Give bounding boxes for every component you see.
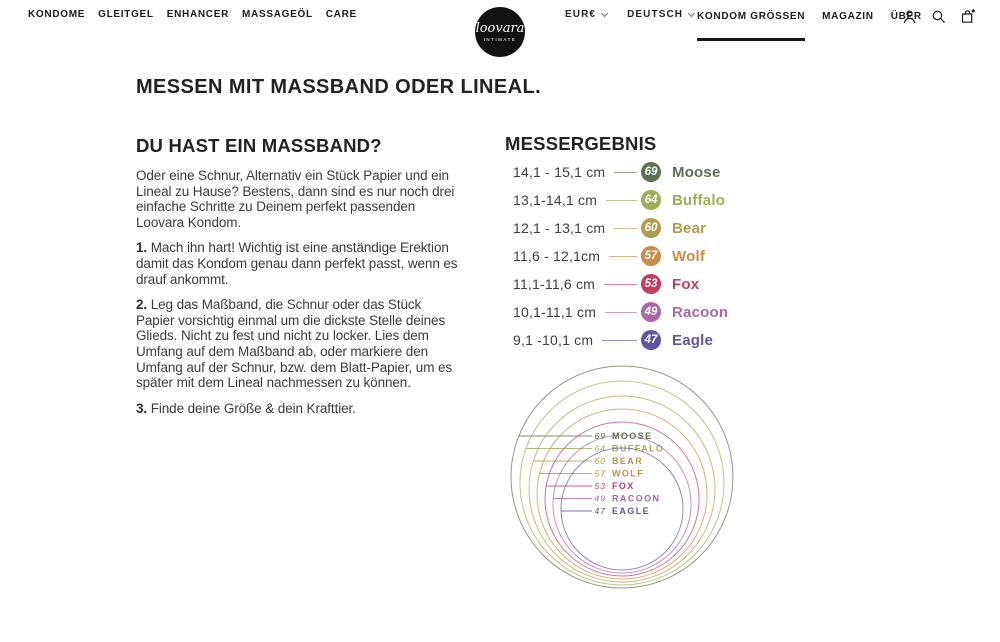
ring-label-animal: MOOSE: [612, 431, 653, 441]
size-range: 14,1 - 15,1 cm: [513, 164, 606, 180]
size-badge: 53: [641, 274, 661, 294]
size-row-bear: [513, 214, 815, 242]
range-box: [513, 304, 641, 320]
leader-line: [605, 312, 637, 313]
ring-label-size: 47: [594, 506, 606, 516]
size-rings-diagram: [497, 352, 747, 602]
currency-selector[interactable]: [565, 9, 607, 20]
range-box: [513, 220, 641, 236]
loovara-logo[interactable]: [475, 7, 525, 57]
leader-line: [609, 256, 637, 257]
size-rings-svg: [497, 352, 747, 602]
ring-label-size: 49: [594, 493, 606, 504]
leader-line: [614, 228, 637, 229]
currency-label: EUR€: [565, 9, 597, 20]
locale-selectors: [565, 9, 694, 20]
size-badge: 64: [641, 190, 661, 210]
cart-icon[interactable]: [959, 8, 976, 25]
chevron-down-icon: [601, 9, 608, 16]
step-paragraph-1: 1. Mach ihn hart! Wichtig ist eine anständige Erektion damit das Kondom genau dann perfekt passt, wenn es drauf ankommt.: [136, 240, 458, 287]
size-badge: 47: [641, 330, 661, 350]
site-header: [0, 0, 1000, 60]
range-box: [513, 164, 641, 180]
steps-list: [136, 240, 460, 416]
nav-item-enhancer[interactable]: ENHANCER: [166, 9, 230, 20]
results-column: [505, 133, 815, 354]
chevron-down-icon: [688, 9, 695, 16]
size-badge: 60: [641, 218, 661, 238]
step-number: 1.: [136, 240, 148, 256]
ring-label-animal: EAGLE: [612, 506, 651, 516]
size-row-racoon: [513, 298, 815, 326]
leader-line: [602, 340, 637, 341]
leader-line: [604, 284, 637, 285]
nav-item-gleitgel[interactable]: GLEITGEL: [98, 9, 154, 20]
size-range: 13,1-14,1 cm: [513, 192, 598, 208]
logo-sub-text: INTIMATE: [483, 37, 517, 42]
animal-name: Racoon: [672, 303, 729, 321]
ring-label-animal: RACOON: [612, 493, 661, 504]
animal-name: Moose: [672, 163, 721, 181]
size-row-moose: [513, 158, 815, 186]
size-row-wolf: [513, 242, 815, 270]
size-row-eagle: [513, 326, 815, 354]
instructions-heading: DU HAST EIN MASSBAND?: [136, 135, 382, 156]
nav-item-care[interactable]: CARE: [325, 9, 357, 20]
size-badge: 49: [641, 302, 661, 322]
leader-line: [606, 200, 637, 201]
instructions-column: [136, 135, 460, 426]
primary-nav: [28, 9, 357, 20]
size-table: [505, 158, 815, 354]
size-row-fox: [513, 270, 815, 298]
ring-label-size: 69: [594, 431, 606, 441]
logo-brand-text: loovara: [475, 21, 525, 36]
range-box: [513, 192, 641, 208]
size-badge: 69: [641, 162, 661, 182]
size-range: 12,1 - 13,1 cm: [513, 220, 606, 236]
animal-name: Eagle: [672, 331, 714, 349]
size-badge: 57: [641, 246, 661, 266]
intro-paragraph: Oder eine Schnur, Alternativ ein Stück Papier und ein Lineal zu Hause? Bestens, dann sind es nur noch drei einfache Schritte zu Deinem perfekt passenden Loovara Kondom.: [136, 168, 455, 230]
language-selector[interactable]: [627, 9, 694, 20]
search-icon[interactable]: [930, 8, 947, 25]
step-paragraph-2: 2. Leg das Maßband, die Schnur oder das Stück Papier vorsichtig einmal um die dickste Stelle deines Glieds. Nicht zu fest und nicht zu locker. Lies dem Umfang auf dem Maßband ab, oder markiere den Umfang auf der Schnur, bzw. dem Blatt-Papier, um es später mit dem Lineal nachmessen zu können.: [136, 297, 453, 391]
cart-badge-dot: [972, 9, 975, 12]
size-range: 9,1 -10,1 cm: [513, 332, 594, 348]
language-label: DEUTSCH: [627, 9, 684, 20]
nav-item-kondome[interactable]: KONDOME: [28, 9, 86, 20]
ring-label-size: 57: [594, 468, 606, 479]
animal-name: Buffalo: [672, 191, 726, 209]
animal-name: Bear: [672, 219, 707, 237]
nav-item-massage-l[interactable]: MASSAGEÖL: [242, 9, 313, 20]
page-title: MESSEN MIT MASSBAND ODER LINEAL.: [136, 76, 542, 98]
ring-label-animal: FOX: [612, 481, 635, 491]
animal-name: Fox: [672, 275, 700, 293]
ring-label-size: 53: [594, 481, 606, 491]
size-range: 11,6 - 12,1cm: [513, 248, 601, 264]
range-box: [513, 276, 641, 292]
size-range: 10,1-11,1 cm: [513, 304, 597, 320]
nav-item-ber[interactable]: ÜBER: [890, 11, 922, 22]
nav-item-magazin[interactable]: MAGAZIN: [822, 11, 874, 22]
account-icon[interactable]: [901, 8, 918, 25]
size-range: 11,1-11,6 cm: [513, 276, 596, 292]
ring-label-size: 60: [594, 456, 606, 466]
step-paragraph-3: 3. Finde deine Größe & dein Krafttier.: [136, 400, 356, 416]
step-number: 3.: [136, 400, 148, 416]
range-box: [513, 248, 641, 264]
results-heading: MESSERGEBNIS: [505, 133, 657, 154]
header-icon-group: [901, 8, 976, 25]
step-number: 2.: [136, 297, 148, 313]
secondary-nav: [697, 11, 922, 22]
animal-name: Wolf: [672, 247, 706, 265]
ring-label-size: 64: [594, 443, 606, 454]
ring-label-animal: WOLF: [612, 468, 645, 479]
size-row-buffalo: [513, 186, 815, 214]
leader-line: [614, 172, 637, 173]
range-box: [513, 332, 641, 348]
nav-item-kondom-gr-ssen[interactable]: KONDOM GRÖSSEN: [697, 11, 806, 22]
ring-label-animal: BUFFALO: [612, 443, 665, 454]
ring-label-animal: BEAR: [612, 456, 644, 466]
